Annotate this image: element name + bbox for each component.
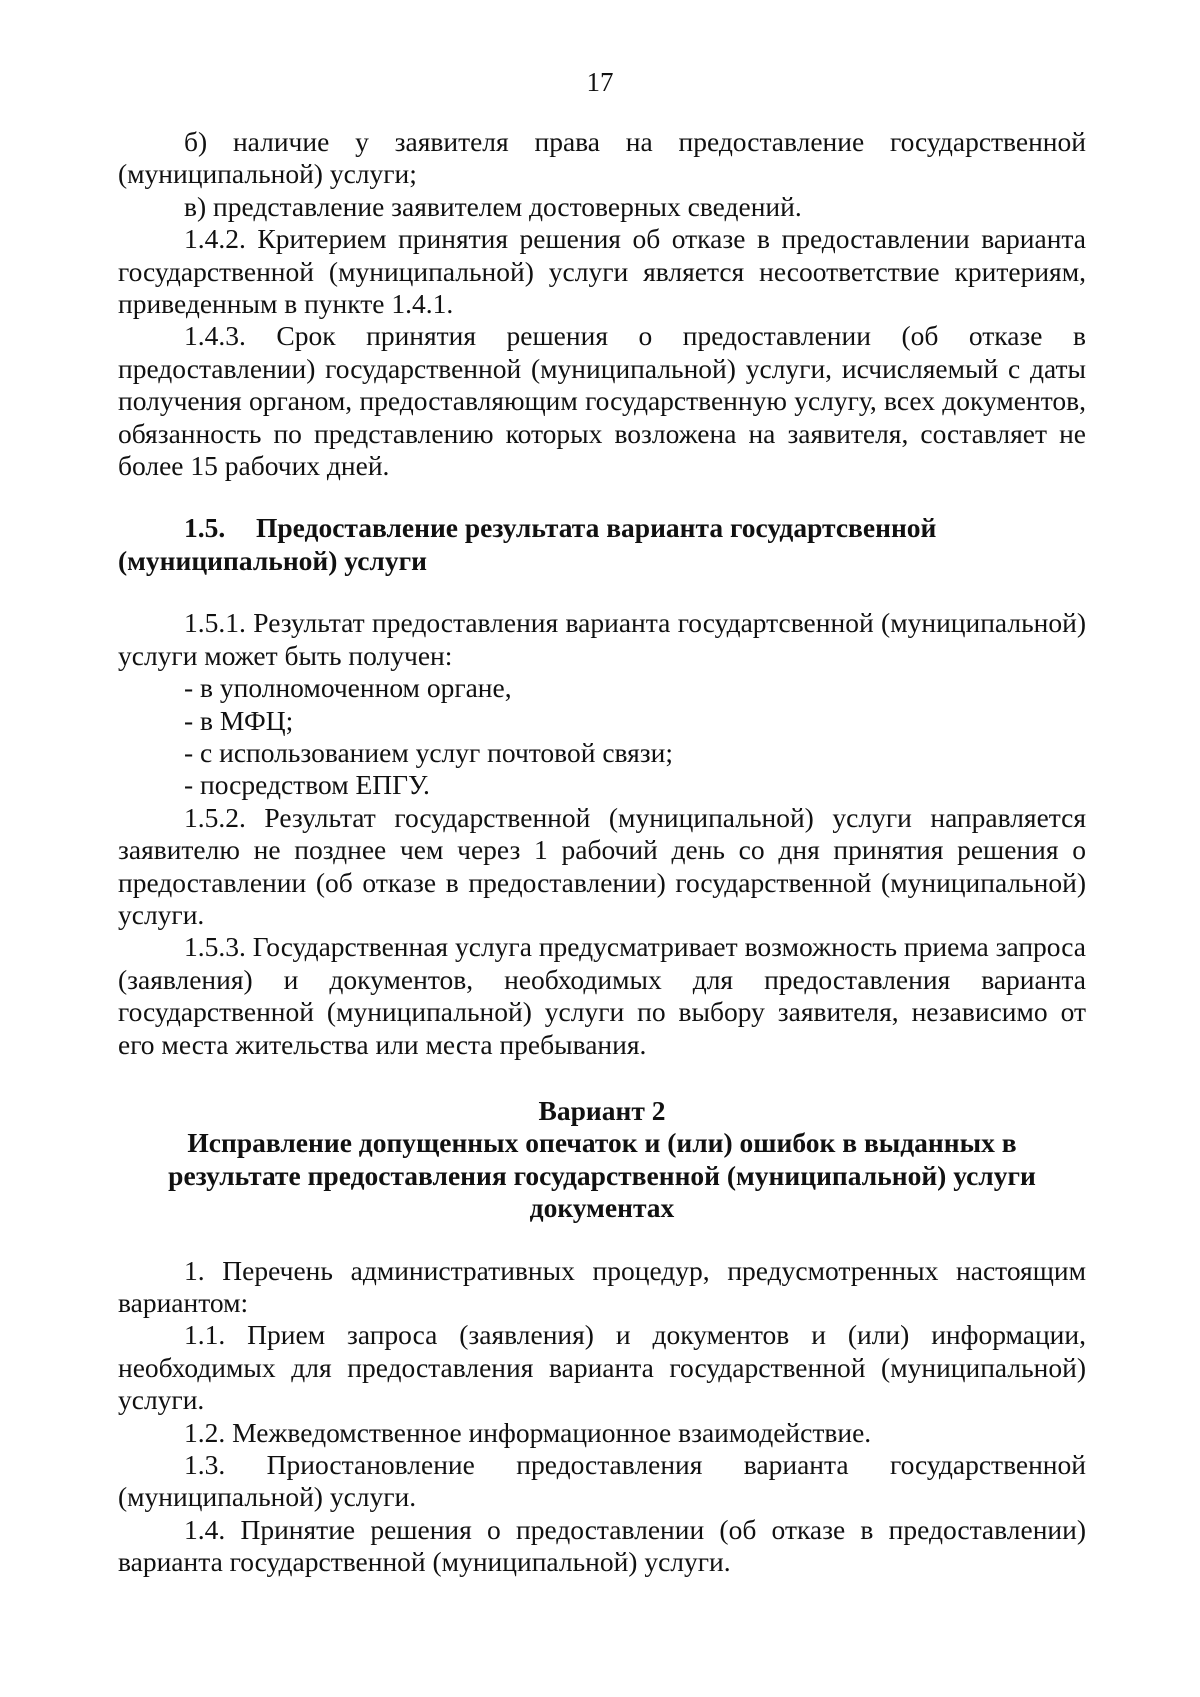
variant-heading <box>118 1095 1086 1225</box>
list-item: - с использованием услуг почтовой связи; <box>184 736 674 768</box>
paragraph-b-applicant-right: б) наличие у заявителя права на предоставление государственной (муниципальной) услуги; <box>118 126 1086 190</box>
section-heading-1-5 <box>118 512 1086 577</box>
paragraph-1-procedures-list: 1. Перечень административных процедур, предусмотренных настоящим вариантом: <box>118 1254 1086 1318</box>
paragraph-1-3: 1.3. Приостановление предоставления варианта государственной (муниципальной) услуги. <box>118 1449 1086 1513</box>
variant-title-line: результате предоставления государственной (муниципальной) услуги <box>168 1159 1036 1191</box>
variant-title-line: документах <box>529 1192 675 1224</box>
paragraph-v-reliable-info: в) представление заявителем достоверных сведений. <box>184 190 802 222</box>
document-body <box>118 126 1086 1579</box>
variant-label: Вариант 2 <box>538 1094 666 1126</box>
paragraph-1-4: 1.4. Принятие решения о предоставлении (об отказе в предоставлении) варианта государственной (муниципальной) услуги. <box>118 1513 1086 1578</box>
paragraph-1-5-1: 1.5.1. Результат предоставления варианта государтсвенной (муниципальной) услуги может быть получен: <box>118 607 1086 671</box>
paragraph-1-2: 1.2. Межведомственное информационное взаимодействие. <box>184 1416 872 1448</box>
page-number: 17 <box>586 67 614 97</box>
variant-title-line: Исправление допущенных опечаток и (или) ошибок в выданных в <box>187 1127 1017 1159</box>
section-number: 1.5. <box>184 512 226 544</box>
paragraph-1-4-2: 1.4.2. Критерием принятия решения об отказе в предоставлении варианта государственной (муниципальной) услуги является несоответствие критериям, приведенным в пункте 1.4.1. <box>118 223 1086 320</box>
list-item: - посредством ЕПГУ. <box>184 769 430 801</box>
section-title: Предоставление результата варианта государтсвенной (муниципальной) услуги <box>118 512 937 576</box>
paragraph-1-5-2: 1.5.2. Результат государственной (муниципальной) услуги направляется заявителю не позднее чем через 1 рабочий день со дня принятия решения о предоставлении (об отказе в предоставлении) государственной (муниципальной) услуги. <box>118 801 1086 930</box>
paragraph-1-5-3: 1.5.3. Государственная услуга предусматривает возможность приема запроса (заявления) и документов, необходимых для предоставления варианта государственной (муниципальной) услуги по выбору заявителя, независимо от его места жительства или места пребывания. <box>118 931 1086 1060</box>
list-item: - в уполномоченном органе, <box>184 672 512 704</box>
paragraph-1-4-3: 1.4.3. Срок принятия решения о предоставлении (об отказе в предоставлении) государственной (муниципальной) услуги, исчисляемый с даты получения органом, предоставляющим государственную услугу, всех документов, обязанность по представлению которых возложена на заявителя, составляет не более 15 рабочих дней. <box>118 320 1086 482</box>
list-item: - в МФЦ; <box>184 704 294 736</box>
paragraph-1-1: 1.1. Прием запроса (заявления) и документов и (или) информации, необходимых для предоставления варианта государственной (муниципальной) услуги. <box>118 1319 1086 1416</box>
